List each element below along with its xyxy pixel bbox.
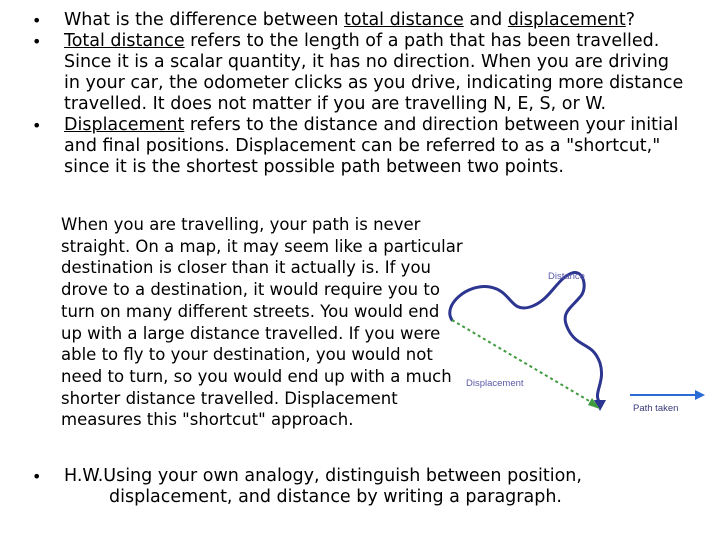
displacement-line-3: since it is the shortest possible path between two points. xyxy=(64,157,564,177)
question-line xyxy=(64,10,710,31)
paragraph-line: When you are travelling, your path is never xyxy=(61,215,421,234)
bullet-question xyxy=(30,10,710,31)
path-taken-arrowhead-icon xyxy=(695,390,705,400)
displacement-term-link[interactable]: Displacement xyxy=(64,115,185,135)
bullet-total-distance xyxy=(30,31,710,115)
bullet-dot: • xyxy=(32,11,42,30)
explanation-paragraph xyxy=(61,214,461,431)
distance-label: Distance xyxy=(548,271,585,282)
paragraph-line: turn on many different streets. You would end xyxy=(61,301,440,321)
paragraph-line: need to turn, so you would end up with a much xyxy=(61,366,452,386)
homework-line-2: displacement, and distance by writing a paragraph. xyxy=(109,487,562,507)
bullet-displacement xyxy=(30,115,710,178)
homework-bullet xyxy=(30,466,710,508)
bullet-dot: • xyxy=(32,116,42,135)
total-distance-term-link[interactable]: Total distance xyxy=(64,31,185,51)
paragraph-line: drove to a destination, it would require you to xyxy=(61,280,440,300)
paragraph-line: destination is closer than it actually is. If you xyxy=(61,258,431,278)
displacement-line-1 xyxy=(64,115,710,136)
question-text: What is the difference between xyxy=(64,10,345,30)
distance-displacement-diagram xyxy=(440,225,710,430)
total-distance-line-3: in your car, the odometer clicks as you drive, indicating more distance xyxy=(64,73,684,93)
displacement-def: refers to the distance and direction between your initial xyxy=(184,115,679,135)
paragraph-line: able to fly to your destination, you would not xyxy=(61,345,433,365)
total-distance-def: refers to the length of a path that has been travelled. xyxy=(184,31,660,51)
paragraph-line: straight. On a map, it may seem like a particular xyxy=(61,236,463,256)
path-taken-label: Path taken xyxy=(633,403,679,414)
bullet-dot: • xyxy=(32,467,42,486)
displacement-line-2: and final positions. Displacement can be referred to as a "shortcut," xyxy=(64,136,661,156)
total-distance-line-1 xyxy=(64,31,710,52)
total-distance-link[interactable]: total distance xyxy=(344,10,464,30)
question-text-mid: and xyxy=(463,10,508,30)
paragraph-line: measures this "shortcut" approach. xyxy=(61,410,354,430)
total-distance-line-4: travelled. It does not matter if you are travelling N, E, S, or W. xyxy=(64,94,607,114)
displacement-line xyxy=(452,320,596,405)
bullet-dot: • xyxy=(32,32,42,51)
question-mark: ? xyxy=(625,10,636,30)
paragraph-line: up with a large distance travelled. If you were xyxy=(61,323,441,343)
bullet-list xyxy=(30,10,710,178)
homework-line-1: H.W.Using your own analogy, distinguish between position, xyxy=(64,466,582,486)
homework-text xyxy=(30,466,710,508)
paragraph-line: shorter distance travelled. Displacement xyxy=(61,388,398,408)
displacement-label: Displacement xyxy=(466,378,524,389)
total-distance-line-2: Since it is a scalar quantity, it has no direction. When you are driving xyxy=(64,52,669,72)
displacement-link[interactable]: displacement xyxy=(507,10,626,30)
